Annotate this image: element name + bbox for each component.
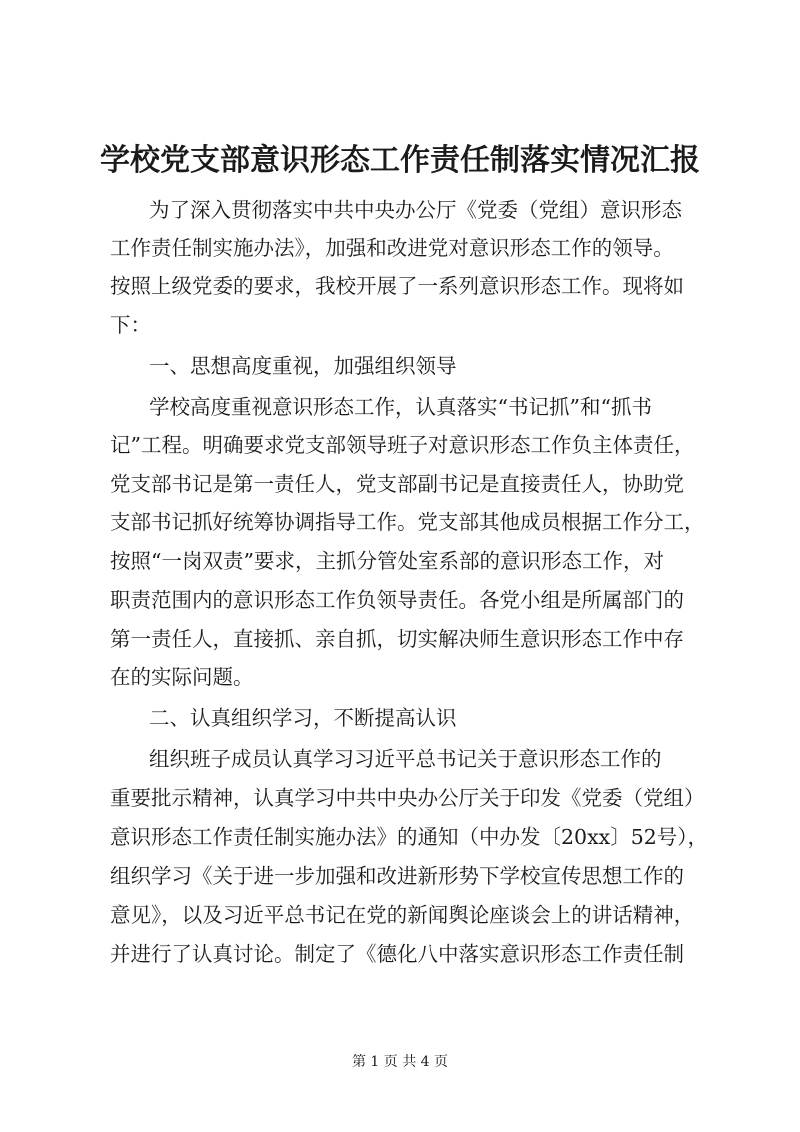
paragraph-line: 在的实际问题。 [110,665,254,689]
paragraph-line: 意见》，以及习近平总书记在党的新闻舆论座谈会上的讲话精神， [110,903,695,927]
paragraph-line: 按照上级党委的要求，我校开展了一系列意识形态工作。现将如 [110,274,684,298]
paragraph-line: 支部书记抓好统筹协调指导工作。党支部其他成员根据工作分工， [110,510,705,534]
paragraph-line: 组织学习《关于进一步加强和改进新形势下学校宣传思想工作的 [110,864,684,888]
page-number: 第 1 页 共 4 页 [351,1054,449,1070]
paragraph-line: 为了深入贯彻落实中共中央办公厅《党委（党组）意识形态 [149,198,682,222]
paragraph-line: 学校高度重视意识形态工作，认真落实“书记抓”和“抓书 [149,395,652,419]
paragraph-line: 按照“一岗双责”要求，主抓分管处室系部的意识形态工作，对 [110,549,664,573]
paragraph-line: 下： [110,313,151,337]
section-heading: 二、认真组织学习，不断提高认识 [149,706,457,730]
paragraph-line: 并进行了认真讨论。制定了《德化八中落实意识形态工作责任制 [110,942,684,966]
document-title: 学校党支部意识形态工作责任制落实情况汇报 [100,143,700,178]
paragraph-line: 党支部书记是第一责任人，党支部副书记是直接责任人，协助党 [110,472,684,496]
section-heading: 一、思想高度重视，加强组织领导 [149,354,457,378]
paragraph-line: 记”工程。明确要求党支部领导班子对意识形态工作负主体责任， [110,433,695,457]
paragraph-line: 第一责任人，直接抓、亲自抓，切实解决师生意识形态工作中存 [110,627,684,651]
paragraph-line: 职责范围内的意识形态工作负领导责任。各党小组是所属部门的 [110,588,684,612]
paragraph-line: 意识形态工作责任制实施办法》的通知（中办发〔20xx〕52号）， [110,825,709,849]
paragraph-line: 工作责任制实施办法》，加强和改进党对意识形态工作的领导。 [110,236,674,260]
paragraph-line: 组织班子成员认真学习习近平总书记关于意识形态工作的 [149,747,662,771]
paragraph-line: 重要批示精神，认真学习中共中央办公厅关于印发《党委（党组） [110,786,705,810]
